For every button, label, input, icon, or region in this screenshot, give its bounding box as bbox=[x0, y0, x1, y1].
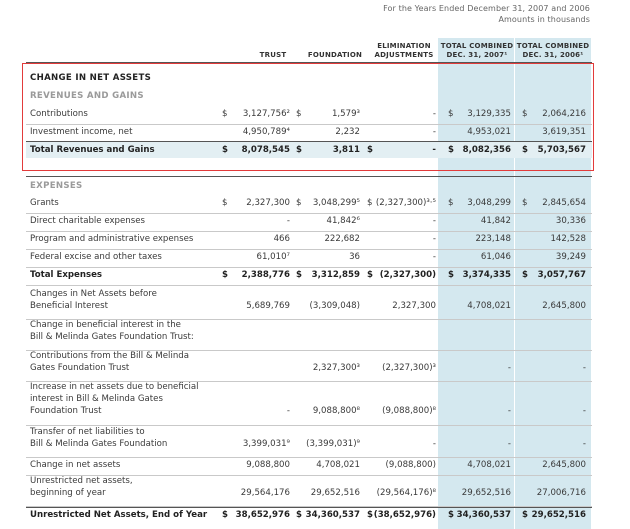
cell-currency: $ bbox=[448, 270, 454, 280]
cell-currency: $ bbox=[522, 109, 528, 119]
cell-value: - bbox=[432, 109, 436, 119]
cell-value: 3,127,756² bbox=[242, 109, 290, 119]
cell-currency: $ bbox=[448, 145, 454, 155]
cell-currency: $ bbox=[222, 109, 228, 119]
cell-currency: $ bbox=[367, 198, 373, 208]
cell-value: 3,811 bbox=[332, 145, 360, 155]
row-label: Unrestricted Net Assets, End of Year bbox=[30, 510, 208, 520]
cell-value: 29,564,176 bbox=[240, 488, 290, 498]
row-label: Changes in Net Assets before bbox=[30, 289, 157, 299]
cell-value: 466 bbox=[273, 234, 290, 244]
row-label: Investment income, net bbox=[30, 127, 133, 137]
table-row-program-admin bbox=[30, 232, 590, 249]
cell-currency: $ bbox=[296, 109, 302, 119]
row-label: Foundation Trust bbox=[30, 406, 102, 416]
table-row-total-revenues bbox=[30, 143, 590, 160]
col-header-total-2007: TOTAL COMBINED DEC. 31, 2007¹ bbox=[440, 42, 514, 59]
cell-currency: $ bbox=[522, 145, 528, 155]
row-label: Beneficial Interest bbox=[30, 301, 108, 311]
cell-value: 3,057,767 bbox=[537, 270, 586, 280]
cell-value: 3,312,859 bbox=[311, 270, 360, 280]
row-label: Change in beneficial interest in the bbox=[30, 320, 181, 330]
cell-value: 3,399,031⁹ bbox=[242, 439, 290, 449]
row-label: Gates Foundation Trust bbox=[30, 363, 130, 373]
cell-value: (2,327,300)³ bbox=[382, 363, 436, 373]
cell-value: 36 bbox=[349, 252, 360, 262]
cell-value: - bbox=[432, 145, 436, 155]
cell-currency: $ bbox=[367, 145, 373, 155]
cell-value: 4,708,021 bbox=[316, 460, 360, 470]
cell-currency: $ bbox=[448, 198, 454, 208]
table-row-net-assets-beginning bbox=[30, 476, 590, 506]
report-units: Amounts in thousands bbox=[498, 15, 590, 24]
table-row-net-assets-end bbox=[30, 508, 590, 525]
cell-value: - bbox=[582, 406, 586, 416]
row-label: Unrestricted net assets, bbox=[30, 476, 133, 486]
cell-value: 61,046 bbox=[480, 252, 511, 262]
cell-currency: $ bbox=[448, 510, 454, 520]
cell-value: 3,048,299⁵ bbox=[312, 198, 360, 208]
cell-value: 34,360,537 bbox=[305, 510, 360, 520]
col-header-total-2006: TOTAL COMBINED DEC. 31, 2006¹ bbox=[516, 42, 590, 59]
cell-value: 41,842⁶ bbox=[326, 216, 360, 226]
cell-value: - bbox=[432, 234, 436, 244]
table-row-contributions-from-trust bbox=[30, 351, 590, 381]
col-header-foundation: FOUNDATION bbox=[307, 51, 363, 59]
cell-value: - bbox=[432, 216, 436, 226]
table-row-change-beneficial-interest bbox=[30, 320, 590, 350]
row-label: Total Revenues and Gains bbox=[30, 145, 155, 155]
cell-value: (9,088,800) bbox=[385, 460, 436, 470]
section-revenues-and-gains: REVENUES AND GAINS bbox=[30, 91, 144, 101]
cell-value: 4,953,021 bbox=[467, 127, 511, 137]
cell-value: 142,528 bbox=[550, 234, 586, 244]
cell-currency: $ bbox=[222, 145, 228, 155]
cell-value: 3,619,351 bbox=[542, 127, 586, 137]
cell-value: 38,652,976 bbox=[235, 510, 290, 520]
table-row-investment-income bbox=[30, 125, 590, 142]
cell-value: 2,232 bbox=[335, 127, 360, 137]
cell-value: 29,652,516 bbox=[310, 488, 360, 498]
cell-value: - bbox=[432, 252, 436, 262]
cell-value: 2,845,654 bbox=[542, 198, 586, 208]
cell-value: 2,327,300³ bbox=[312, 363, 360, 373]
cell-value: 30,336 bbox=[555, 216, 586, 226]
col-header-trust: TRUST bbox=[259, 51, 287, 59]
row-label: Transfer of net liabilities to bbox=[30, 427, 145, 437]
cell-value: 29,652,516 bbox=[461, 488, 511, 498]
cell-value: 4,950,789⁴ bbox=[242, 127, 290, 137]
cell-value: - bbox=[286, 406, 290, 416]
cell-value: 34,360,537 bbox=[456, 510, 511, 520]
row-label: Federal excise and other taxes bbox=[30, 252, 162, 262]
row-label: Contributions bbox=[30, 109, 88, 119]
cell-currency: $ bbox=[367, 270, 373, 280]
cell-value: 41,842 bbox=[480, 216, 511, 226]
cell-value: - bbox=[582, 439, 586, 449]
row-label: Program and administrative expenses bbox=[30, 234, 194, 244]
cell-value: 2,327,300 bbox=[392, 301, 436, 311]
row-label: Contributions from the Bill & Melinda bbox=[30, 351, 190, 361]
cell-value: 223,148 bbox=[475, 234, 511, 244]
section-change-in-net-assets: CHANGE IN NET ASSETS bbox=[30, 73, 152, 83]
cell-value: 9,088,800⁸ bbox=[312, 406, 360, 416]
table-row-grants bbox=[30, 196, 590, 213]
cell-value: 4,708,021 bbox=[467, 301, 511, 311]
row-label: Bill & Melinda Gates Foundation bbox=[30, 439, 168, 449]
cell-currency: $ bbox=[522, 510, 528, 520]
cell-value: - bbox=[507, 363, 511, 373]
cell-value: 8,078,545 bbox=[241, 145, 290, 155]
col-header-elimination: ELIMINATION ADJUSTMENTS bbox=[374, 42, 434, 59]
cell-value: (3,399,031)⁹ bbox=[306, 439, 360, 449]
cell-currency: $ bbox=[367, 510, 373, 520]
cell-currency: $ bbox=[448, 109, 454, 119]
cell-currency: $ bbox=[522, 198, 528, 208]
cell-value: 39,249 bbox=[555, 252, 586, 262]
cell-currency: $ bbox=[222, 510, 228, 520]
cell-value: - bbox=[582, 363, 586, 373]
cell-value: 5,689,769 bbox=[246, 301, 290, 311]
table-row-direct-charitable bbox=[30, 214, 590, 231]
table-row-total-expenses bbox=[30, 268, 590, 285]
table-row-excise-taxes bbox=[30, 250, 590, 267]
cell-value: 61,010⁷ bbox=[256, 252, 290, 262]
row-rule bbox=[26, 425, 592, 426]
cell-value: 2,064,216 bbox=[542, 109, 586, 119]
cell-value: (2,327,300)³·⁵ bbox=[375, 198, 436, 208]
cell-value: - bbox=[432, 439, 436, 449]
cell-value: 3,374,335 bbox=[462, 270, 511, 280]
cell-value: 2,388,776 bbox=[241, 270, 290, 280]
row-label: interest in Bill & Melinda Gates bbox=[30, 394, 163, 404]
table-row-transfer-net-liabilities bbox=[30, 427, 590, 457]
row-label: Bill & Melinda Gates Foundation Trust: bbox=[30, 332, 194, 342]
cell-currency: $ bbox=[296, 270, 302, 280]
section-rule bbox=[26, 176, 592, 177]
cell-value: - bbox=[286, 216, 290, 226]
row-label: Direct charitable expenses bbox=[30, 216, 145, 226]
row-label: Increase in net assets due to beneficial bbox=[30, 382, 199, 392]
report-period: For the Years Ended December 31, 2007 and 2006 bbox=[383, 4, 590, 13]
cell-value: 2,645,800 bbox=[542, 301, 586, 311]
cell-currency: $ bbox=[296, 198, 302, 208]
row-label: Total Expenses bbox=[30, 270, 103, 280]
table-row-contributions bbox=[30, 107, 590, 124]
cell-value: 9,088,800 bbox=[246, 460, 290, 470]
cell-currency: $ bbox=[222, 270, 228, 280]
row-rule bbox=[26, 285, 592, 286]
cell-value: 3,129,335 bbox=[467, 109, 511, 119]
cell-value: 29,652,516 bbox=[531, 510, 586, 520]
cell-value: - bbox=[432, 127, 436, 137]
cell-currency: $ bbox=[296, 145, 302, 155]
cell-value: (3,309,048) bbox=[309, 301, 360, 311]
cell-value: (29,564,176)⁸ bbox=[376, 488, 436, 498]
cell-value: (2,327,300) bbox=[379, 270, 436, 280]
cell-value: (9,088,800)⁸ bbox=[382, 406, 436, 416]
table-row-changes-before-interest bbox=[30, 289, 590, 319]
row-label: beginning of year bbox=[30, 488, 106, 498]
cell-value: 27,006,716 bbox=[536, 488, 586, 498]
section-expenses: EXPENSES bbox=[30, 181, 83, 191]
cell-currency: $ bbox=[296, 510, 302, 520]
cell-value: 2,327,300 bbox=[246, 198, 290, 208]
end-rule-top bbox=[26, 507, 592, 508]
cell-value: 8,082,356 bbox=[462, 145, 511, 155]
cell-currency: $ bbox=[222, 198, 228, 208]
cell-value: 3,048,299 bbox=[467, 198, 511, 208]
table-row-change-in-net-assets bbox=[30, 458, 590, 475]
cell-value: - bbox=[507, 439, 511, 449]
row-label: Grants bbox=[30, 198, 59, 208]
cell-currency: $ bbox=[522, 270, 528, 280]
cell-value: 5,703,567 bbox=[537, 145, 586, 155]
cell-value: - bbox=[507, 406, 511, 416]
table-row-increase-beneficial-interest bbox=[30, 382, 590, 425]
row-label: Change in net assets bbox=[30, 460, 121, 470]
cell-value: (38,652,976) bbox=[373, 510, 436, 520]
cell-value: 4,708,021 bbox=[467, 460, 511, 470]
cell-value: 222,682 bbox=[324, 234, 360, 244]
cell-value: 1,579³ bbox=[331, 109, 360, 119]
total-rule-top bbox=[26, 141, 592, 142]
cell-value: 2,645,800 bbox=[542, 460, 586, 470]
